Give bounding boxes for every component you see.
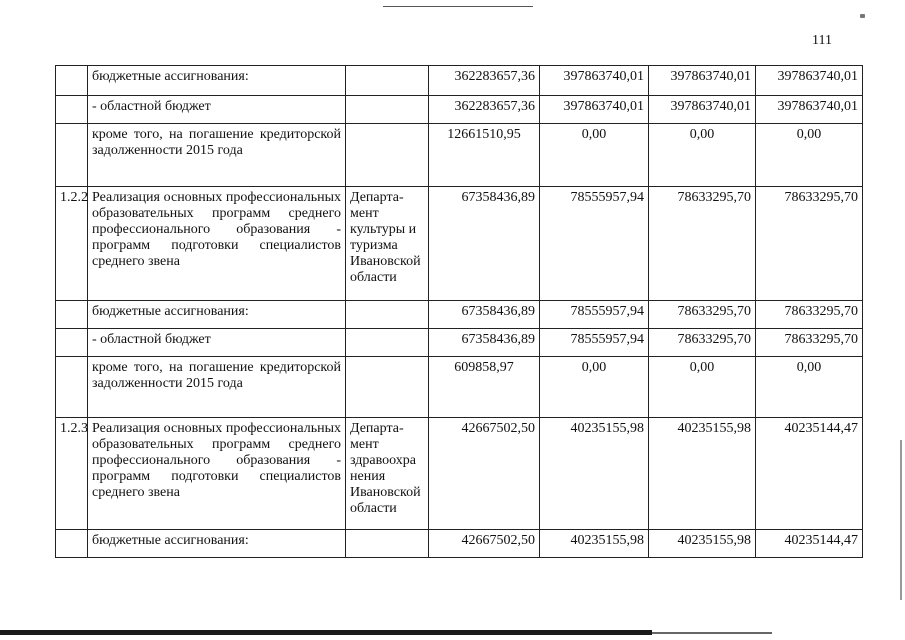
row-code — [56, 301, 88, 329]
row-value-1: 362283657,36 — [429, 66, 540, 96]
table-row — [56, 66, 863, 96]
row-value-2: 0,00 — [540, 357, 649, 418]
row-value-4: 0,00 — [756, 124, 863, 187]
row-value-4: 78633295,70 — [756, 301, 863, 329]
scan-artifact-edge — [900, 440, 902, 600]
scan-artifact-line — [383, 6, 533, 7]
row-code: 1.2.2 — [56, 187, 88, 301]
row-value-4: 40235144,47 — [756, 530, 863, 558]
row-value-1: 67358436,89 — [429, 329, 540, 357]
row-description: - областной бюджет — [88, 96, 346, 124]
row-value-4: 78633295,70 — [756, 329, 863, 357]
row-value-3: 78633295,70 — [649, 329, 756, 357]
table-row — [56, 530, 863, 558]
row-value-2: 78555957,94 — [540, 187, 649, 301]
row-description: бюджетные ассигнования: — [88, 301, 346, 329]
row-value-3: 0,00 — [649, 357, 756, 418]
row-value-4: 397863740,01 — [756, 96, 863, 124]
row-executor — [346, 124, 429, 187]
row-value-4: 397863740,01 — [756, 66, 863, 96]
row-description: кроме того, на погашение кредиторской задолженности 2015 года — [88, 357, 346, 418]
row-description: бюджетные ассигнования: — [88, 66, 346, 96]
row-value-4: 78633295,70 — [756, 187, 863, 301]
scan-artifact-dot — [860, 14, 865, 18]
row-description: бюджетные ассигнования: — [88, 530, 346, 558]
scan-artifact-bottom-bar — [0, 630, 652, 635]
row-value-4: 40235144,47 — [756, 418, 863, 530]
page-number: 111 — [812, 33, 832, 48]
row-value-3: 78633295,70 — [649, 187, 756, 301]
table-row — [56, 301, 863, 329]
row-value-1: 362283657,36 — [429, 96, 540, 124]
table-row — [56, 124, 863, 187]
row-value-3: 0,00 — [649, 124, 756, 187]
row-value-3: 78633295,70 — [649, 301, 756, 329]
row-value-1: 67358436,89 — [429, 301, 540, 329]
table-row — [56, 96, 863, 124]
row-value-3: 397863740,01 — [649, 96, 756, 124]
row-executor — [346, 329, 429, 357]
table-row — [56, 357, 863, 418]
row-value-2: 78555957,94 — [540, 329, 649, 357]
row-value-2: 0,00 — [540, 124, 649, 187]
row-description: кроме того, на погашение кредиторской задолженности 2015 года — [88, 124, 346, 187]
row-code — [56, 96, 88, 124]
row-value-2: 78555957,94 — [540, 301, 649, 329]
row-executor: Департа-мент культуры и туризма Ивановской области — [346, 187, 429, 301]
row-executor — [346, 357, 429, 418]
row-value-2: 40235155,98 — [540, 530, 649, 558]
row-value-1: 12661510,95 — [429, 124, 540, 187]
row-value-4: 0,00 — [756, 357, 863, 418]
table-row — [56, 187, 863, 301]
row-executor: Департа-мент здравоохра нения Ивановской области — [346, 418, 429, 530]
row-executor — [346, 66, 429, 96]
row-executor — [346, 530, 429, 558]
row-executor — [346, 96, 429, 124]
row-code: 1.2.3 — [56, 418, 88, 530]
row-value-2: 40235155,98 — [540, 418, 649, 530]
row-value-1: 67358436,89 — [429, 187, 540, 301]
row-code — [56, 124, 88, 187]
row-value-3: 397863740,01 — [649, 66, 756, 96]
budget-table — [55, 65, 863, 558]
row-value-1: 609858,97 — [429, 357, 540, 418]
row-code — [56, 357, 88, 418]
row-value-3: 40235155,98 — [649, 530, 756, 558]
scan-artifact-bottom-line — [652, 632, 772, 634]
budget-table-body — [56, 66, 863, 558]
row-code — [56, 329, 88, 357]
row-value-1: 42667502,50 — [429, 418, 540, 530]
row-value-2: 397863740,01 — [540, 96, 649, 124]
table-row — [56, 329, 863, 357]
row-description: Реализация основных профессиональных образовательных программ среднего профессионального образования - программ подготовки специалистов среднего звена — [88, 418, 346, 530]
row-executor — [346, 301, 429, 329]
row-code — [56, 66, 88, 96]
table-row — [56, 418, 863, 530]
row-value-3: 40235155,98 — [649, 418, 756, 530]
row-description: Реализация основных профессиональных образовательных программ среднего профессионального образования - программ подготовки специалистов среднего звена — [88, 187, 346, 301]
row-value-1: 42667502,50 — [429, 530, 540, 558]
row-description: - областной бюджет — [88, 329, 346, 357]
row-value-2: 397863740,01 — [540, 66, 649, 96]
row-code — [56, 530, 88, 558]
